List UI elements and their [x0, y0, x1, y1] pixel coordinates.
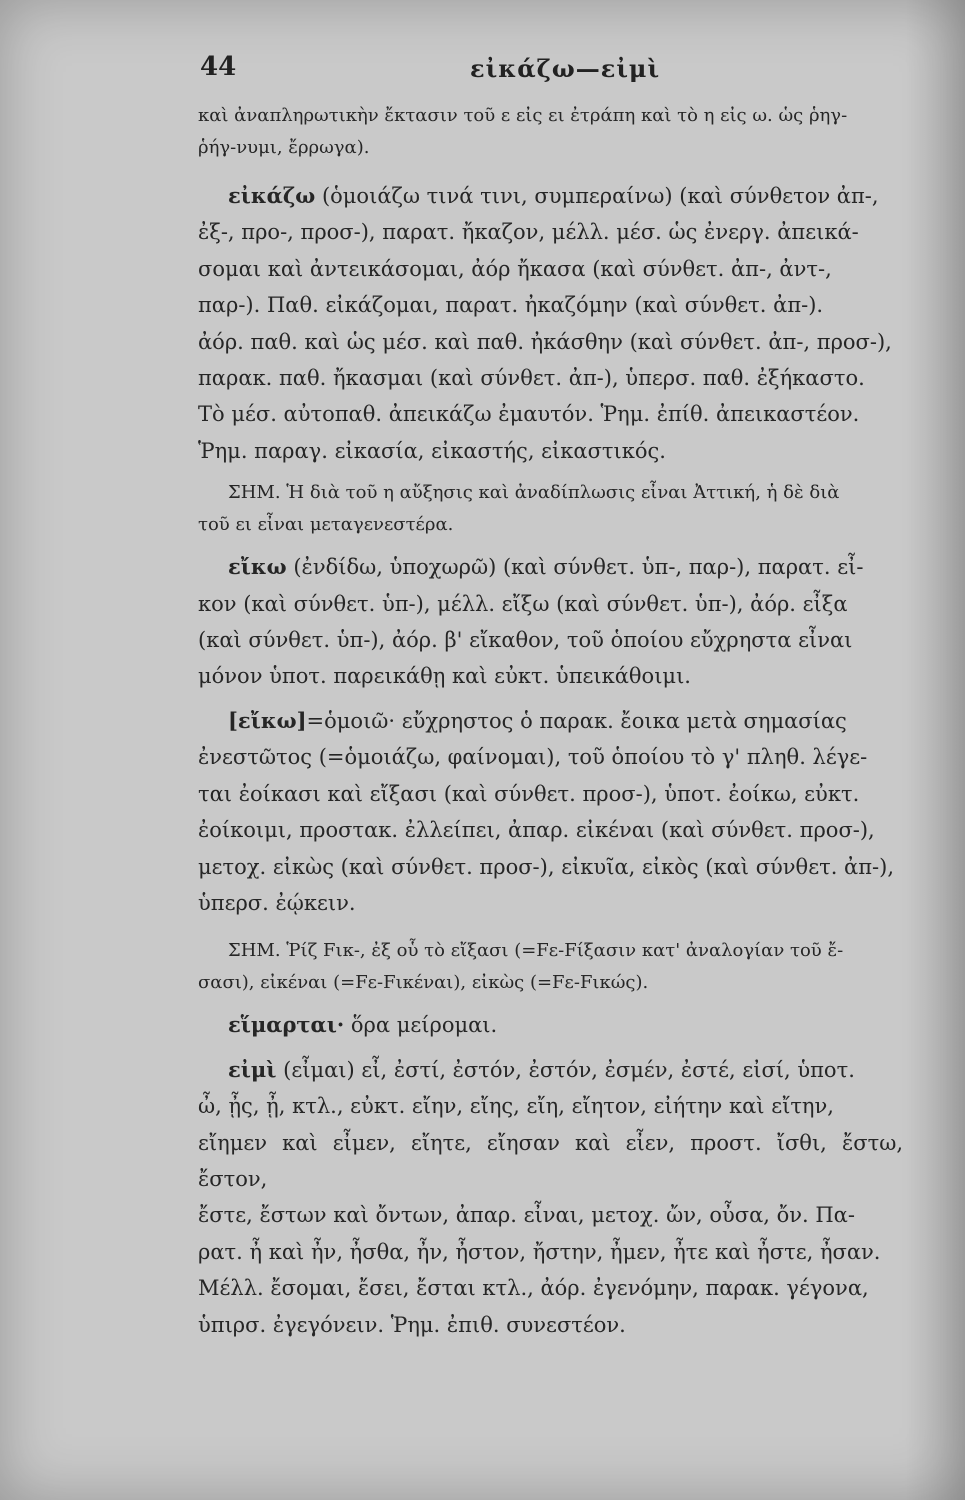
- text-line: ἀόρ. παθ. καὶ ὡς μέσ. καὶ παθ. ἠκάσθην (καὶ σύνθετ. ἀπ-, προσ-),: [198, 329, 892, 354]
- text-line: Μέλλ. ἔσομαι, ἔσει, ἔσται κτλ., ἀόρ. ἐγενόμην, παρακ. γέγονα,: [198, 1276, 869, 1301]
- text-line: παρακ. παθ. ἤκασμαι (καὶ σύνθετ. ἀπ-), ὑπερσ. παθ. ἐξήκαστο.: [198, 366, 865, 391]
- page-header: [200, 52, 900, 92]
- text-line: (εἶμαι) εἶ, ἐστί, ἐστόν, ἐστόν, ἐσμέν, ἐστέ, εἰσί, ὑποτ.: [283, 1057, 855, 1082]
- text-line: ὅρα μείρομαι.: [350, 1013, 498, 1038]
- entry-lemma: εἵμαρται·: [228, 1012, 345, 1038]
- page-number: 44: [200, 52, 237, 82]
- text-line: ται ἐοίκασι καὶ εἴξασι (καὶ σύνθετ. προσ-), ὑποτ. ἐοίκω, εὐκτ.: [198, 781, 860, 806]
- text-line: ἐνεστῶτος (=ὁμοιάζω, φαίνομαι), τοῦ ὁποίου τὸ γ' πληθ. λέγε-: [198, 745, 868, 770]
- text-line: ΣΗΜ. Ἡ διὰ τοῦ η αὔξησις καὶ ἀναδίπλωσις εἶναι Ἀττική, ἡ δὲ διὰ: [228, 482, 840, 504]
- running-head: εἰκάζω—εἰμὶ: [470, 54, 661, 83]
- text-line: (ὁμοιάζω τινά τινι, συμπεραίνω) (καὶ σύνθετον ἀπ-,: [321, 184, 879, 208]
- continuation-paragraph: [198, 100, 903, 164]
- text-line: ΣΗΜ. Ῥίζ Fικ-, ἐξ οὗ τὸ εἴξασι (=Fε-Fίξασιν κατ' ἀναλογίαν τοῦ ἔ-: [228, 940, 844, 962]
- note-paragraph: [198, 935, 903, 999]
- text-line: καὶ ἀναπληρωτικὴν ἔκτασιν τοῦ ε εἰς ει ἐτράπη καὶ τὸ η εἰς ω. ὡς ῥηγ-: [198, 105, 848, 126]
- dictionary-entry-eikazo: [198, 178, 903, 469]
- text-line: Τὸ μέσ. αὐτοπαθ. ἀπεικάζω ἐμαυτόν. Ῥημ. ἐπίθ. ἀπεικαστέον.: [198, 402, 860, 427]
- dictionary-entry-eimartai: [198, 1007, 903, 1043]
- text-line: ἔστε, ἔστων καὶ ὄντων, ἀπαρ. εἶναι, μετοχ. ὤν, οὖσα, ὄν. Πα-: [198, 1203, 855, 1228]
- text-line: ἐοίκοιμι, προστακ. ἐλλείπει, ἀπαρ. εἰκέναι (καὶ σύνθετ. προσ-),: [198, 818, 875, 843]
- page-body: [198, 100, 903, 1343]
- text-line: (καὶ σύνθετ. ὑπ-), ἀόρ. β' εἴκαθον, τοῦ ὁποίου εὔχρηστα εἶναι: [198, 628, 853, 653]
- entry-lemma: εἴκω: [228, 554, 287, 580]
- note-paragraph: [198, 477, 903, 541]
- text-line: ὑπιρσ. ἐγεγόνειν. Ῥημ. ἐπιθ. συνεστέον.: [198, 1312, 626, 1337]
- text-line: σασι), εἰκέναι (=Fε-Fικέναι), εἰκὼς (=Fε-Fικώς).: [198, 972, 649, 994]
- dictionary-entry-eiko-2: [198, 703, 903, 921]
- text-line: ρατ. ἦ καὶ ἦν, ἦσθα, ἦν, ἦστον, ἤστην, ἦμεν, ἦτε καὶ ἦστε, ἦσαν.: [198, 1239, 881, 1264]
- text-line: μετοχ. εἰκὼς (καὶ σύνθετ. προσ-), εἰκυῖα, εἰκὸς (καὶ σύνθετ. ἀπ-),: [198, 854, 894, 879]
- text-line: παρ-). Παθ. εἰκάζομαι, παρατ. ἠκαζόμην (καὶ σύνθετ. ἀπ-).: [198, 293, 824, 318]
- text-line: ἐξ-, προ-, προσ-), παρατ. ἤκαζον, μέλλ. μέσ. ὡς ἐνεργ. ἀπεικά-: [198, 220, 859, 245]
- text-line: (ἐνδίδω, ὑποχωρῶ) (καὶ σύνθετ. ὑπ-, παρ-), παρατ. εἶ-: [293, 555, 864, 580]
- text-line: ὑπερσ. ἐῴκειν.: [198, 890, 356, 915]
- text-line: μόνον ὑποτ. παρεικάθῃ καὶ εὐκτ. ὑπεικάθοιμι.: [198, 664, 691, 689]
- page-gutter-shadow: [905, 0, 965, 1500]
- dictionary-entry-eiko: [198, 549, 903, 695]
- text-line: ὦ, ᾖς, ᾖ, κτλ., εὐκτ. εἴην, εἴης, εἴη, εἴητον, εἰήτην καὶ εἴτην,: [198, 1094, 834, 1119]
- text-line: τοῦ ει εἶναι μεταγενεστέρα.: [198, 514, 454, 536]
- text-line: ῥήγ-νυμι, ἔρρωγα).: [198, 137, 370, 158]
- text-line: =ὁμοιῶ· εὔχρηστος ὁ παρακ. ἔοικα μετὰ σημασίας: [306, 708, 847, 733]
- entry-lemma: εἰκάζω: [228, 183, 316, 208]
- text-line: κον (καὶ σύνθετ. ὑπ-), μέλλ. εἴξω (καὶ σύνθετ. ὑπ-), ἀόρ. εἶξα: [198, 591, 848, 616]
- dictionary-entry-eimi: [198, 1052, 903, 1343]
- text-line: Ῥημ. παραγ. εἰκασία, εἰκαστής, εἰκαστικός.: [198, 438, 666, 463]
- entry-lemma: εἰμὶ: [228, 1056, 277, 1082]
- text-line: σομαι καὶ ἀντεικάσομαι, ἀόρ ἤκασα (καὶ σύνθετ. ἀπ-, ἀντ-,: [198, 256, 832, 281]
- text-line: εἴημεν καὶ εἶμεν, εἴητε, εἴησαν καὶ εἶεν, προστ. ἴσθι, ἔστω, ἔστον,: [198, 1130, 903, 1191]
- entry-lemma: [εἴκω]: [228, 707, 307, 733]
